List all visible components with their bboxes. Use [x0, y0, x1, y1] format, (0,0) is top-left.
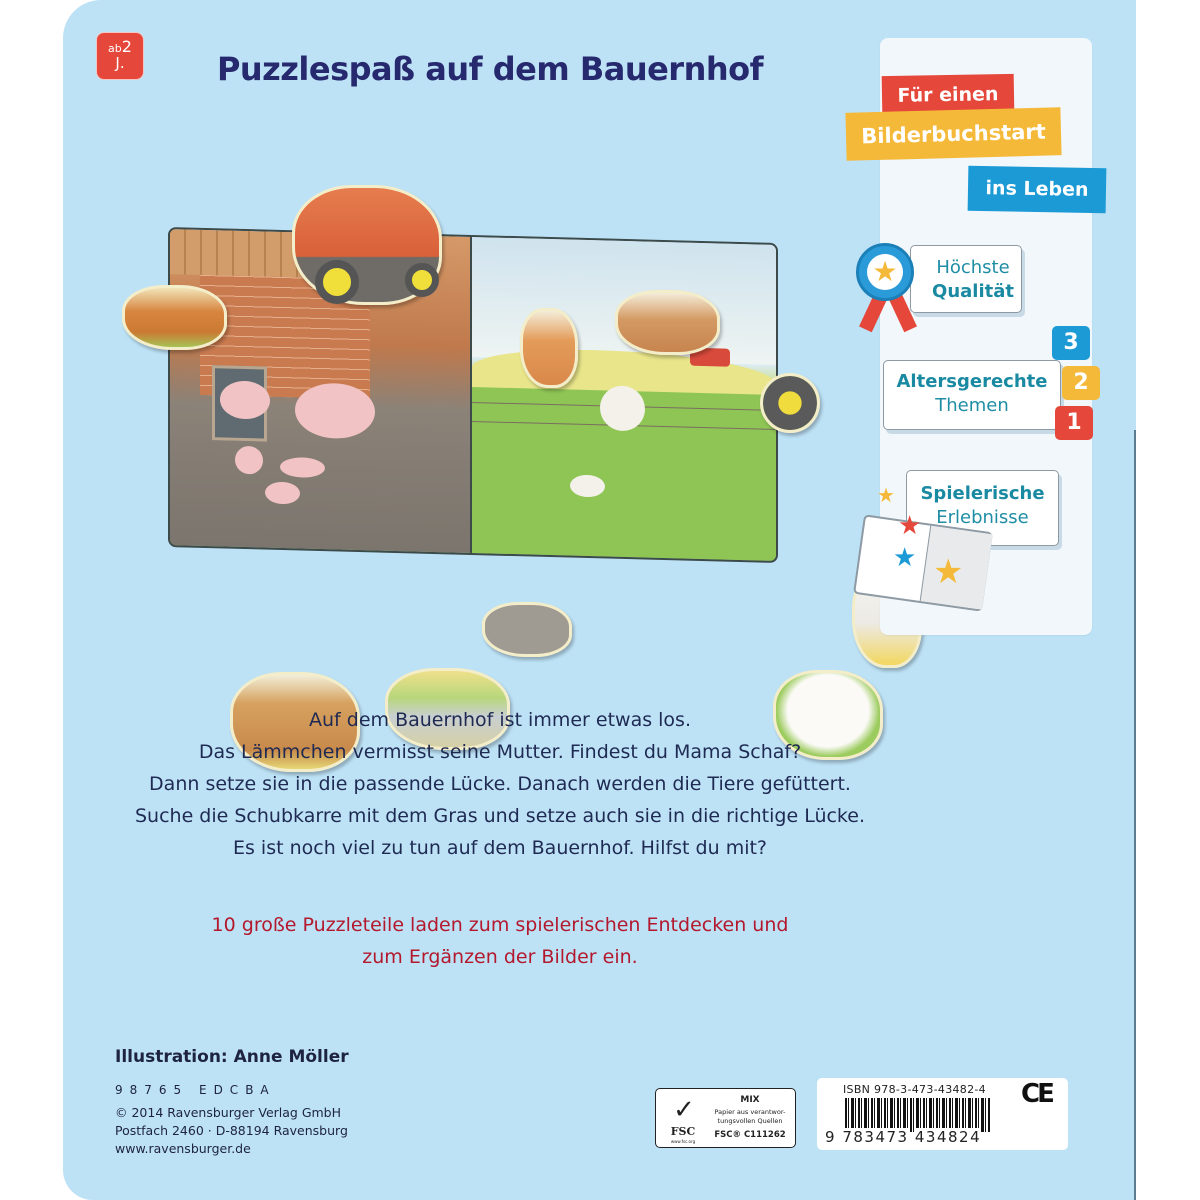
puzzle-piece-piglet[interactable]: [482, 602, 572, 657]
age-unit: J.: [115, 54, 125, 72]
number-block-1-icon: 1: [1055, 406, 1093, 440]
description-text: [100, 704, 900, 864]
barcode: [845, 1098, 990, 1132]
barcode-lead-digit: 9: [825, 1128, 837, 1146]
feature-line: Höchste: [936, 257, 1010, 278]
fsc-paper-line: Papier aus verantwor-: [714, 1108, 786, 1116]
tractor-wheel: [315, 260, 359, 304]
isbn-text: ISBN 978-3-473-43482-4: [843, 1083, 986, 1096]
puzzle-piece-tractor-wheel[interactable]: [760, 373, 820, 433]
star-icon: ★: [867, 254, 903, 290]
feature-line-bold: Spielerische: [920, 483, 1045, 504]
star-icon: ★: [933, 552, 964, 592]
puzzle-piece-cat[interactable]: [520, 308, 578, 388]
publisher-imprint: [115, 1104, 348, 1158]
address-line: Postfach 2460 · D-88194 Ravensburg: [115, 1123, 348, 1138]
piglet-figure: [265, 482, 300, 505]
feature-line-bold: Qualität: [932, 281, 1014, 302]
fsc-code: FSC® C111262: [714, 1130, 786, 1140]
fsc-paper-line: tungsvollen Quellen: [717, 1117, 783, 1125]
illustrator-credit: Illustration: Anne Möller: [115, 1047, 349, 1067]
feature-line-bold: Altersgerechte: [896, 371, 1048, 392]
website-link[interactable]: www.ravensburger.de: [115, 1141, 251, 1156]
feature-line: Themen: [935, 395, 1009, 416]
lamb-figure: [570, 475, 605, 498]
age-value: 2: [121, 37, 132, 56]
award-rosette-icon: [856, 243, 914, 301]
ce-mark: CE: [1021, 1079, 1052, 1109]
pig-figure: [220, 380, 270, 419]
number-block-3-icon: 3: [1052, 326, 1090, 360]
cover-title: Puzzlespaß auf dem Bauernhof: [216, 50, 764, 88]
barcode-group: 783473: [842, 1128, 909, 1146]
puzzle-piece-dog[interactable]: [615, 290, 720, 355]
description-line: Auf dem Bauernhof ist immer etwas los.: [309, 709, 691, 731]
fsc-tree-icon: ✓: [673, 1095, 695, 1125]
fsc-label: [655, 1088, 796, 1148]
puzzle-piece-hen[interactable]: [122, 285, 227, 350]
promo-line: 10 große Puzzleteile laden zum spielerischen Entdecken und: [211, 914, 789, 936]
banner-fuer-einen: Für einen: [882, 74, 1015, 116]
promo-line: zum Ergänzen der Bilder ein.: [362, 946, 638, 968]
age-badge: [96, 32, 144, 80]
copyright-line: © 2014 Ravensburger Verlag GmbH: [115, 1105, 342, 1120]
description-line: Suche die Schubkarre mit dem Gras und setze auch sie in die richtige Lücke.: [134, 805, 865, 827]
description-line: Es ist noch viel zu tun auf dem Bauernhof. Hilfst du mit?: [232, 837, 768, 859]
number-block-2-icon: 2: [1062, 366, 1100, 400]
fsc-mix: MIX: [740, 1095, 760, 1105]
age-prefix: ab: [108, 42, 122, 55]
tractor-wheel: [405, 263, 439, 297]
feature-quality: [910, 245, 1022, 313]
open-board-book: [168, 227, 778, 563]
sheep-figure: [600, 385, 645, 431]
print-codes: 98765 EDCBA: [115, 1083, 276, 1097]
fsc-url: www.fsc.org: [670, 1139, 696, 1144]
description-line: Das Lämmchen vermisst seine Mutter. Findest du Mama Schaf?: [198, 741, 802, 763]
puzzle-book-illustration: [110, 140, 820, 650]
description-line: Dann setze sie in die passende Lücke. Danach werden die Tiere gefüttert.: [149, 773, 851, 795]
star-icon: ★: [893, 543, 917, 573]
cover-edge: [1134, 430, 1136, 1200]
star-icon: ★: [898, 511, 922, 541]
feature-age-appropriate: [883, 360, 1061, 430]
piglet-figure: [235, 446, 263, 475]
barcode-group: 434824: [914, 1128, 982, 1146]
barcode-digits: [825, 1128, 981, 1146]
star-icon: ★: [877, 483, 895, 507]
piglet-figure: [280, 457, 325, 478]
banner-bilderbuchstart: Bilderbuchstart: [845, 107, 1061, 161]
fsc-logo-text: FSC: [670, 1125, 696, 1138]
feature-line: Erlebnisse: [936, 507, 1029, 528]
promo-text: [160, 909, 840, 973]
banner-ins-leben: ins Leben: [968, 166, 1107, 213]
